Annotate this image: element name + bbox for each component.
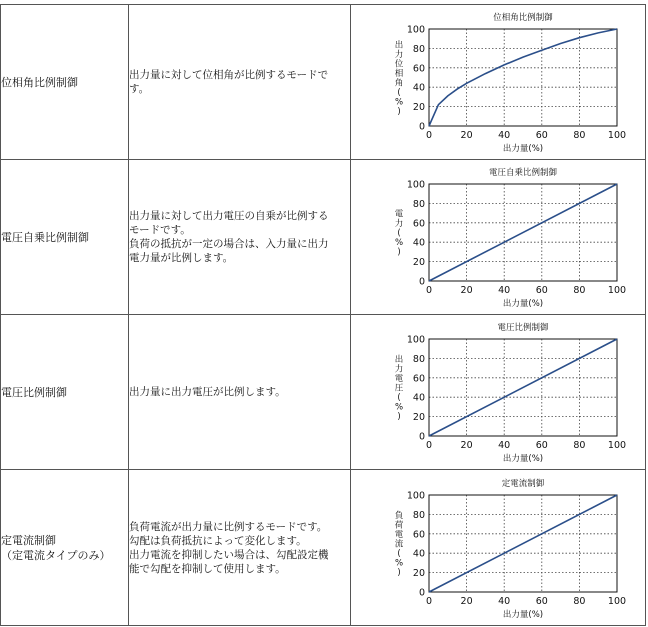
mode-description: 出力量に出力電圧が比例します。 bbox=[129, 315, 351, 470]
y-tick-label: 80 bbox=[412, 353, 425, 365]
x-tick-label: 20 bbox=[460, 595, 473, 607]
series-line bbox=[429, 495, 617, 592]
x-tick-label: 100 bbox=[607, 285, 627, 296]
y-tick-label: 20 bbox=[412, 567, 425, 579]
y-axis-label: 出力位相角( % ) bbox=[394, 40, 404, 117]
x-tick-label: 80 bbox=[573, 130, 586, 141]
y-tick-label: 0 bbox=[418, 121, 425, 133]
voltage-squared-chart bbox=[353, 160, 643, 310]
x-tick-label: 20 bbox=[460, 130, 473, 141]
mode-name: 電圧比例制御 bbox=[1, 315, 129, 470]
voltage-proportional-chart bbox=[353, 315, 643, 465]
mode-name: 電圧自乗比例制御 bbox=[1, 160, 129, 315]
chart-cell bbox=[351, 470, 646, 626]
y-tick-label: 100 bbox=[406, 334, 425, 346]
x-tick-label: 80 bbox=[573, 285, 586, 296]
y-tick-label: 40 bbox=[412, 237, 425, 249]
x-axis-label: 出力量(%) bbox=[502, 454, 544, 464]
mode-name: 定電流制御 （定電流タイプのみ） bbox=[1, 470, 129, 626]
x-tick-label: 0 bbox=[425, 285, 433, 296]
chart-cell bbox=[351, 5, 646, 160]
chart-cell bbox=[351, 315, 646, 470]
x-tick-label: 100 bbox=[607, 440, 627, 451]
phase-angle-chart bbox=[353, 5, 643, 155]
table-row bbox=[1, 5, 646, 160]
table-row bbox=[1, 315, 646, 470]
y-tick-label: 20 bbox=[412, 257, 425, 269]
y-tick-label: 60 bbox=[412, 63, 425, 75]
table-row bbox=[1, 160, 646, 315]
plot-frame bbox=[429, 29, 617, 126]
y-tick-label: 60 bbox=[412, 528, 425, 540]
y-axis-label: 出力電圧( % ) bbox=[394, 355, 404, 422]
mode-description: 出力量に対して位相角が比例するモードで す。 bbox=[129, 5, 351, 160]
x-tick-label: 60 bbox=[535, 595, 548, 607]
y-tick-label: 80 bbox=[412, 43, 425, 55]
mode-description: 出力量に対して出力電圧の自乗が比例する モードです。 負荷の抵抗が一定の場合は、入力量に出力 電力量が比例します。 bbox=[129, 160, 351, 315]
y-tick-label: 20 bbox=[412, 412, 425, 424]
x-tick-label: 40 bbox=[498, 595, 511, 607]
constant-current-chart bbox=[353, 471, 643, 621]
y-tick-label: 100 bbox=[406, 490, 425, 501]
x-tick-label: 20 bbox=[460, 440, 473, 451]
y-tick-label: 80 bbox=[412, 198, 425, 210]
x-tick-label: 40 bbox=[498, 130, 511, 141]
y-axis-label: 負荷電流( % ) bbox=[394, 510, 404, 578]
y-tick-label: 100 bbox=[406, 24, 425, 36]
control-mode-table bbox=[0, 4, 646, 626]
x-tick-label: 80 bbox=[573, 440, 586, 451]
y-tick-label: 0 bbox=[418, 587, 425, 598]
y-tick-label: 40 bbox=[412, 392, 425, 404]
series-line bbox=[429, 29, 617, 126]
x-tick-label: 0 bbox=[425, 595, 433, 607]
y-tick-label: 40 bbox=[412, 82, 425, 94]
y-tick-label: 80 bbox=[412, 509, 425, 521]
y-tick-label: 0 bbox=[418, 431, 425, 443]
x-tick-label: 80 bbox=[573, 595, 586, 607]
x-tick-label: 100 bbox=[607, 130, 627, 141]
x-tick-label: 100 bbox=[607, 595, 627, 607]
y-tick-label: 0 bbox=[418, 276, 425, 288]
x-tick-label: 60 bbox=[535, 440, 548, 451]
mode-name: 位相角比例制御 bbox=[1, 5, 129, 160]
x-tick-label: 40 bbox=[498, 285, 511, 296]
chart-title: 電圧自乗比例制御 bbox=[488, 168, 558, 178]
chart-cell bbox=[351, 160, 646, 315]
y-tick-label: 100 bbox=[406, 179, 425, 191]
y-tick-label: 40 bbox=[412, 548, 425, 560]
chart-title: 位相角比例制御 bbox=[493, 13, 553, 23]
chart-title: 定電流制御 bbox=[501, 478, 545, 489]
x-tick-label: 0 bbox=[425, 130, 433, 141]
x-axis-label: 出力量(%) bbox=[502, 144, 544, 154]
chart-title: 電圧比例制御 bbox=[497, 323, 549, 333]
table-row bbox=[1, 470, 646, 626]
x-tick-label: 20 bbox=[460, 285, 473, 296]
y-tick-label: 20 bbox=[412, 102, 425, 114]
y-tick-label: 60 bbox=[412, 218, 425, 230]
x-tick-label: 60 bbox=[535, 130, 548, 141]
x-axis-label: 出力量(%) bbox=[502, 609, 544, 620]
x-tick-label: 60 bbox=[535, 285, 548, 296]
series-line bbox=[429, 339, 617, 436]
y-axis-label: 電力( % ) bbox=[394, 209, 404, 258]
x-tick-label: 0 bbox=[425, 440, 433, 451]
y-tick-label: 60 bbox=[412, 373, 425, 385]
x-tick-label: 40 bbox=[498, 440, 511, 451]
series-line bbox=[429, 184, 617, 281]
mode-description: 負荷電流が出力量に比例するモードです。 勾配は負荷抵抗によって変化します。 出力電流を抑制したい場合は、勾配設定機 能で勾配を抑制して使用します。 bbox=[129, 470, 351, 626]
x-axis-label: 出力量(%) bbox=[502, 299, 544, 309]
